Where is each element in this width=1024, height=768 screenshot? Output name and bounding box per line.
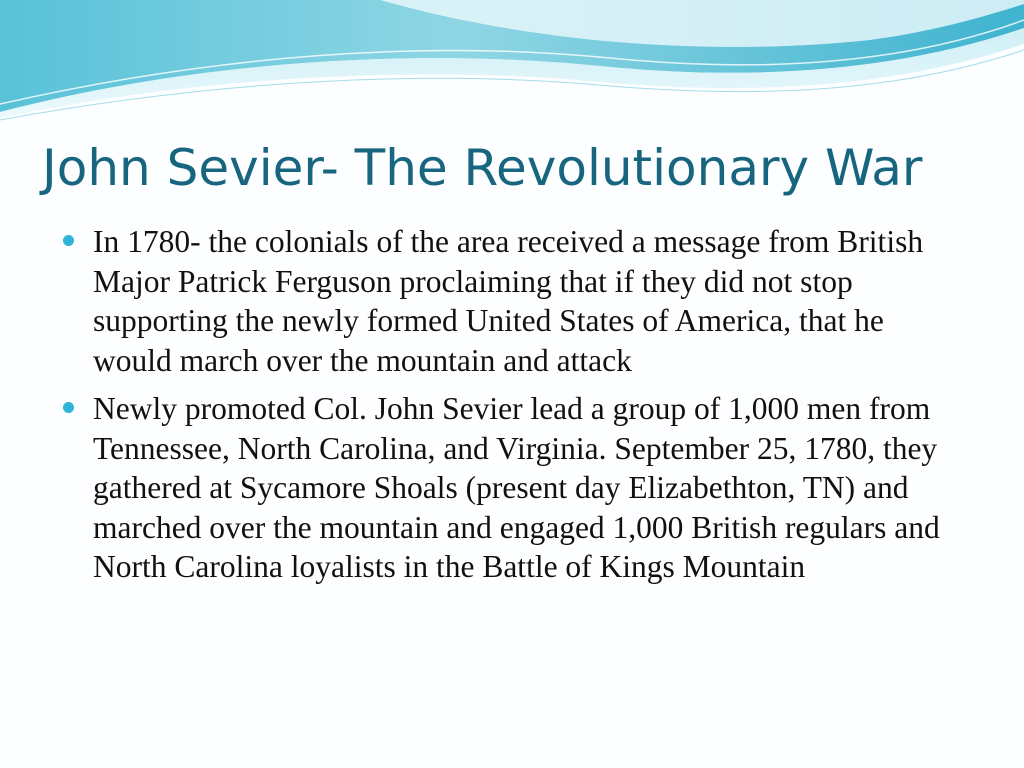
bullet-item [60,389,960,587]
bullet-list [60,222,960,596]
bullet-item [60,222,960,380]
bullet-dot-icon [63,235,74,246]
bullet-text: In 1780- the colonials of the area received a message from British Major Patrick Ferguson proclaiming that if they did not stop supporting the newly formed United States of America, that he would march over the mountain and attack [93,224,924,378]
bullet-text: Newly promoted Col. John Sevier lead a group of 1,000 men from Tennessee, North Carolina, and Virginia. September 25, 1780, they gathered at Sycamore Shoals (present day Elizabethton, TN) and marched over the mountain and engaged 1,000 British regulars and North Carolina loyalists in the Battle of Kings Mountain [93,391,940,584]
slide-title: John Sevier- The Revolutionary War [42,139,923,197]
header-wave-decoration [0,0,1024,130]
bullet-dot-icon [63,402,74,413]
